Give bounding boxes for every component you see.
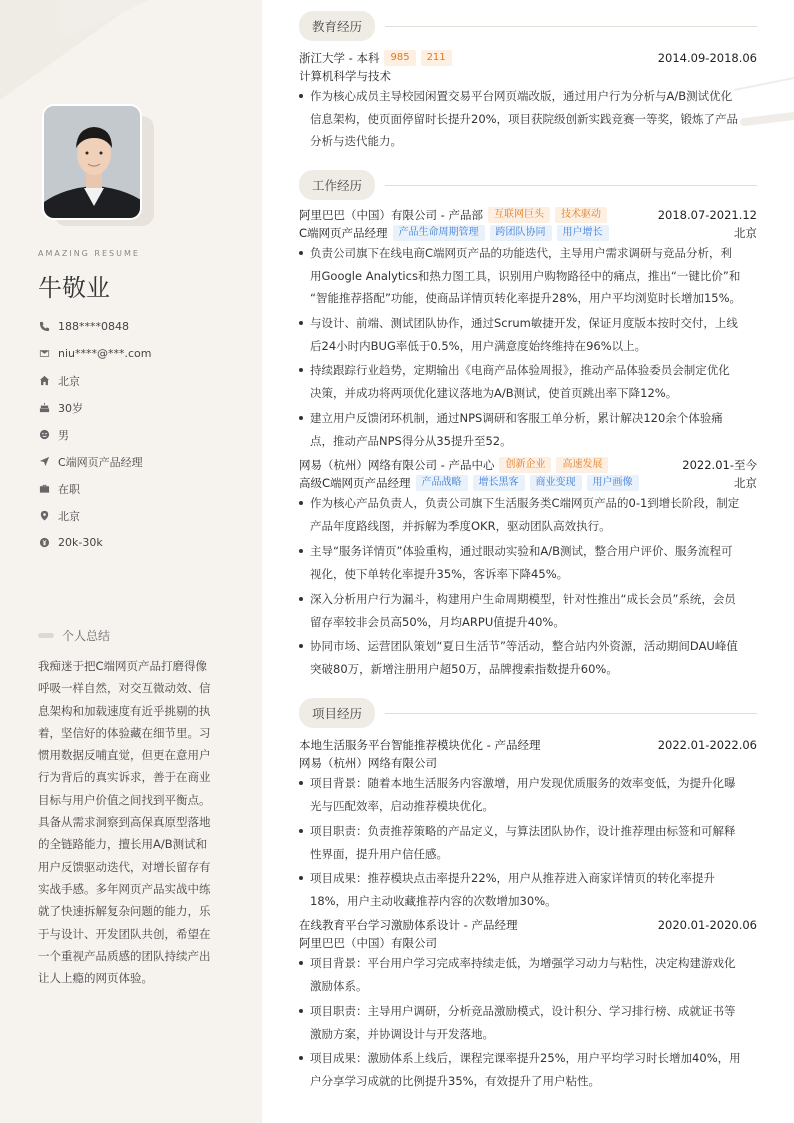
summary-line: 用户反馈驱动迭代，对增长留存有 [38, 859, 211, 874]
education-period: 2014.09-2018.06 [657, 51, 757, 65]
role-tag: 商业变现 [530, 475, 582, 491]
job-bullet [299, 540, 757, 585]
mail-icon [38, 348, 50, 360]
bullet-line: 点，推动产品NPS得分从35提升至52。 [310, 433, 512, 448]
role-tag: 产品战略 [416, 475, 468, 491]
bullet-line: 深入分析用户行为漏斗，构建用户生命周期模型，针对性推出“成长会员”系统，会员 [310, 592, 736, 606]
school-tag: 985 [384, 50, 415, 66]
bullet-line: 激励方案，并协调设计与开发落地。 [310, 1026, 494, 1041]
job-bullet [299, 492, 757, 537]
summary-heading [38, 627, 110, 644]
info-position-text: C端网页产品经理 [58, 455, 143, 469]
bullet-line: 分析与迭代能力。 [310, 134, 402, 148]
major-row [299, 68, 757, 84]
summary-line: 具备从需求洞察到高保真原型落地 [38, 815, 211, 830]
info-gender-text: 男 [58, 428, 69, 442]
bullet-line: 激励体系。 [310, 978, 368, 993]
company-tag: 技术驱动 [555, 207, 607, 223]
bullet-line: 用Google Analytics和热力图工具，识别用户购物路径中的痛点，推出“一键比价”和 [310, 268, 741, 283]
project-period: 2020.01-2020.06 [657, 918, 757, 932]
info-phone-text: 188****0848 [58, 320, 129, 333]
job-company-row [299, 457, 757, 473]
decor-triangle [60, 0, 150, 40]
project-bullet [299, 952, 757, 997]
project-bullet [299, 1000, 757, 1045]
summary-line: 就了快速拆解复杂问题的能力，乐 [38, 904, 211, 919]
projects-section-header [299, 698, 757, 728]
info-email [38, 340, 152, 367]
bullet-line: 决策，并成功将两项优化建议落地为A/B测试，使首页跳出率下降12%。 [310, 385, 678, 400]
summary-line: 一个重视产品质感的团队持续产出 [38, 948, 211, 963]
job-bullet [299, 242, 757, 310]
send-icon [38, 456, 50, 468]
avatar [42, 104, 154, 226]
bullet-line: “智能推荐搭配”功能，使商品详情页转化率提升28%，用户平均浏览时长增加15%。 [310, 291, 742, 305]
bullet-line: 产品年度路线图，并拆解为季度OKR，驱动团队高效执行。 [310, 518, 611, 533]
work-section-header [299, 170, 757, 200]
info-salary-text: 20k-30k [58, 536, 103, 549]
job-city: 北京 [734, 226, 757, 240]
project-bullet [299, 867, 757, 912]
bullet-line: 项目成果：激励体系上线后，课程完课率提升25%，用户平均学习时长增加40%，用 [310, 1051, 741, 1065]
job-bullet [299, 312, 757, 357]
job-period: 2022.01-至今 [682, 458, 757, 472]
info-salary [38, 529, 152, 556]
summary-text [38, 655, 220, 989]
bullet-line: 项目成果：推荐模块点击率提升22%，用户从推荐进入商家详情页的转化率提升 [310, 871, 716, 885]
project-bullet [299, 820, 757, 865]
summary-line: 的全链路能力，擅长用A/B测试和 [38, 837, 208, 852]
role-tag: 产品生命周期管理 [393, 225, 485, 241]
home-icon [38, 375, 50, 387]
project-name: 在线教育平台学习激励体系设计 - 产品经理 [299, 918, 518, 932]
bullet-line: 后24小时内BUG率低于0.5%，用户满意度始终维持在96%以上。 [310, 338, 647, 353]
bullet-line: 协同市场、运营团队策划“夏日生活节”等活动，整合站内外资源，活动期间DAU峰值 [310, 639, 738, 653]
info-position [38, 448, 152, 475]
contact-info-list [38, 313, 152, 556]
job-period: 2018.07-2021.12 [657, 208, 757, 222]
bullet-line: 项目职责：负责推荐策略的产品定义，与算法团队协作，设计推荐理由标签和可解释 [310, 824, 736, 838]
role-tag: 跨团队协同 [490, 225, 552, 241]
company-tag: 创新企业 [499, 457, 551, 473]
school-tag: 211 [421, 50, 452, 66]
project-bullet [299, 772, 757, 817]
person-photo-icon [44, 106, 142, 220]
school-name: 浙江大学 - 本科 [299, 51, 380, 65]
info-gender [38, 421, 152, 448]
project-company-row [299, 935, 757, 951]
info-location [38, 502, 152, 529]
bullet-line: 视化，使下单转化率提升35%，客诉率下降45%。 [310, 566, 569, 581]
candidate-name: 牛敬业 [38, 274, 110, 302]
project-period: 2022.01-2022.06 [657, 738, 757, 752]
bullet-line: 主导“服务详情页”体验重构，通过眼动实验和A/B测试，整合用户评价、服务流程可 [310, 544, 733, 558]
project-name: 本地生活服务平台智能推荐模块优化 - 产品经理 [299, 738, 541, 752]
project-bullet [299, 1047, 757, 1092]
summary-line: 让人上瘾的网页体验。 [38, 971, 153, 986]
briefcase-icon [38, 483, 50, 495]
divider [385, 713, 757, 714]
job-city: 北京 [734, 476, 757, 490]
company-name: 网易（杭州）网络有限公司 - 产品中心 [299, 458, 495, 472]
summary-line: 着，坚信好的体验藏在细节里。习 [38, 725, 211, 740]
info-age [38, 394, 152, 421]
bullet-line: 项目职责：主导用户调研，分析竞品激励模式，设计积分、学习排行榜、成就证书等 [310, 1004, 736, 1018]
role-tag: 用户画像 [587, 475, 639, 491]
bullet-line: 留存率较非会员高50%，月均ARPU值提升40%。 [310, 614, 565, 629]
job-role-row [299, 475, 757, 491]
info-phone [38, 313, 152, 340]
role-tag: 用户增长 [557, 225, 609, 241]
bullet-line: 持续跟踪行业趋势，定期输出《电商产品体验周报》，推动产品体验委员会制定优化 [310, 363, 730, 377]
education-section-header [299, 11, 757, 41]
info-location-text: 北京 [58, 509, 80, 523]
summary-line: 目标与用户价值之间找到平衡点。 [38, 792, 211, 807]
project-company: 网易（杭州）网络有限公司 [299, 756, 437, 770]
job-bullet [299, 635, 757, 680]
bullet-line: 户分享学习成就的比例提升35%，有效提升了用户粘性。 [310, 1073, 601, 1088]
work-title: 工作经历 [299, 170, 375, 200]
bullet-line: 性界面，提升用户信任感。 [310, 846, 448, 861]
company-name: 阿里巴巴（中国）有限公司 - 产品部 [299, 208, 483, 222]
job-role: C端网页产品经理 [299, 226, 388, 240]
company-tag: 高速发展 [556, 457, 608, 473]
project-company: 阿里巴巴（中国）有限公司 [299, 936, 437, 950]
bullet-line: 与设计、前端、测试团队协作，通过Scrum敏捷开发，保证月度版本按时交付，上线 [310, 316, 738, 330]
bullet-line: 项目背景：平台用户学习完成率持续走低，为增强学习动力与粘性，决定构建游戏化 [310, 956, 736, 970]
info-email-text: niu****@***.com [58, 347, 152, 360]
summary-line: 惯用数据反哺直觉，但更在意用户 [38, 748, 211, 763]
money-icon [38, 537, 50, 549]
summary-line: 于与设计、开发团队共创，希望在 [38, 926, 211, 941]
job-bullet [299, 407, 757, 452]
job-company-row [299, 207, 757, 223]
education-bullet [299, 85, 757, 153]
bullet-line: 信息架构，使页面停留时长提升20%，项目获院级创新实践竞赛一等奖，锻炼了产品 [310, 111, 739, 126]
bullet-line: 负责公司旗下在线电商C端网页产品的功能迭代，主导用户需求调研与竞品分析，利 [310, 246, 733, 260]
info-status-text: 在职 [58, 482, 80, 496]
tagline: AMAZING RESUME [38, 249, 140, 258]
projects-title: 项目经历 [299, 698, 375, 728]
info-age-text: 30岁 [58, 401, 83, 415]
info-status [38, 475, 152, 502]
summary-title: 个人总结 [62, 629, 111, 643]
project-company-row [299, 755, 757, 771]
project-name-row [299, 917, 757, 933]
summary-line: 行为背后的真实诉求，善于在商业 [38, 770, 211, 785]
education-row [299, 50, 757, 66]
divider [385, 185, 757, 186]
summary-line: 实战手感。多年网页产品实战中练 [38, 881, 211, 896]
company-tag: 互联网巨头 [488, 207, 550, 223]
job-bullet [299, 359, 757, 404]
role-tag: 增长黑客 [473, 475, 525, 491]
project-name-row [299, 737, 757, 753]
job-role-row [299, 225, 757, 241]
info-city [38, 367, 152, 394]
education-title: 教育经历 [299, 11, 375, 41]
summary-line: 呼吸一样自然，对交互微动效、信 [38, 681, 211, 696]
gender-icon [38, 429, 50, 441]
major: 计算机科学与技术 [299, 69, 391, 83]
summary-line: 我痴迷于把C端网页产品打磨得像 [38, 659, 208, 673]
avatar-photo [42, 104, 142, 220]
bullet-line: 作为核心成员主导校园闲置交易平台网页端改版，通过用户行为分析与A/B测试优化 [310, 89, 733, 103]
bullet-line: 18%，用户主动收藏推荐内容的次数增加30%。 [310, 893, 557, 908]
bullet-line: 建立用户反馈闭环机制，通过NPS调研和客服工单分析，累计解决120余个体验痛 [310, 411, 723, 425]
info-city-text: 北京 [58, 374, 80, 388]
sidebar [0, 0, 262, 1123]
job-bullet [299, 588, 757, 633]
phone-icon [38, 321, 50, 333]
summary-marker [38, 633, 54, 638]
summary-line: 息架构和加载速度有近乎挑剔的执 [38, 703, 211, 718]
job-role: 高级C端网页产品经理 [299, 476, 411, 490]
cake-icon [38, 402, 50, 414]
bullet-line: 突破80万，新增注册用户超50万，品牌搜索指数提升60%。 [310, 661, 618, 676]
divider [385, 26, 757, 27]
bullet-line: 作为核心产品负责人，负责公司旗下生活服务类C端网页产品的0-1到增长阶段，制定 [310, 496, 740, 510]
location-icon [38, 510, 50, 522]
bullet-line: 光与匹配效率，启动推荐模块优化。 [310, 798, 494, 813]
bullet-line: 项目背景：随着本地生活服务内容激增，用户发现优质服务的效率变低，为提升化曝 [310, 776, 736, 790]
